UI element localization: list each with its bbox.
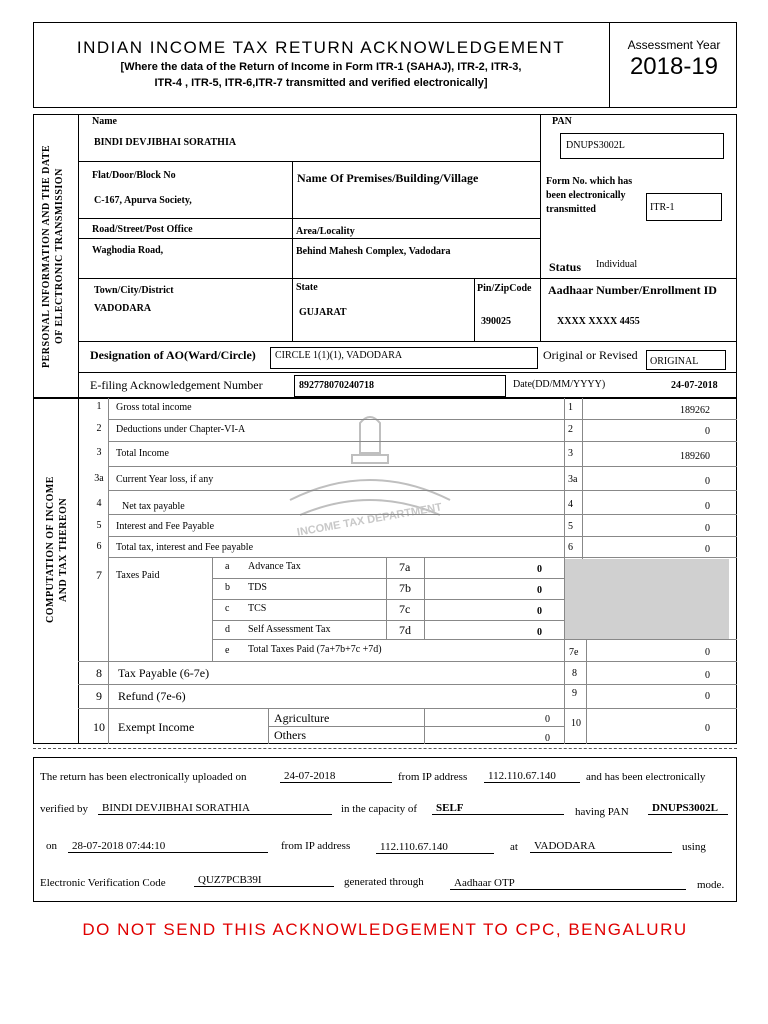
row-value: 0 [705,523,710,534]
verifier-name: BINDI DEVJIBHAI SORATHIA [98,802,332,815]
town-label: Town/City/District [94,285,174,296]
row-line [212,599,564,600]
verify-ip: 112.110.67.140 [376,841,494,854]
row-7e-value: 0 [705,647,710,658]
tax-item-label: Advance Tax [248,561,301,572]
verify-method: Aadhaar OTP [450,877,686,890]
page-subtitle-1: [Where the data of the Return of Income in Form ITR-1 (SAHAJ), ITR-2, ITR-3, [120,61,522,73]
premises-label: Name Of Premises/Building/Village [297,171,479,185]
row-line [78,341,737,342]
tax-item-letter: d [225,624,230,635]
row-line [108,466,737,467]
ao-box [270,347,538,369]
aadhaar-label: Aadhaar Number/Enrollment ID [548,283,717,297]
tax-item-label: TDS [248,582,267,593]
row-7e-label: Total Taxes Paid (7a+7b+7c +7d) [248,644,382,655]
tax-item-ref: 7a [399,560,411,574]
form-label: Form No. which has been electronically transmitted [546,176,633,215]
col-line [292,278,293,341]
row-line [108,490,737,491]
row-line [78,708,737,709]
town-value: VADODARA [94,303,152,314]
row-ref: 2 [568,424,573,435]
verify-datetime: 28-07-2018 07:44:10 [68,840,268,853]
verify-text-9: at [510,841,518,853]
tax-item-letter: a [225,561,230,572]
verify-text-7: on [46,840,57,852]
pan-value: DNUPS3002L [566,140,625,151]
tax-item-label: Self Assessment Tax [248,624,331,635]
tax-item-label: TCS [248,603,267,614]
row-ref: 3a [568,474,578,485]
row-label: Total Income [116,448,169,459]
row-no: 2 [96,423,102,434]
row-ref: 1 [568,402,573,413]
verify-text-10: using [682,841,706,853]
dashed-separator [33,748,737,749]
col-line [292,161,293,278]
row-line [212,620,564,621]
row-ref: 5 [568,521,573,532]
road-label: Road/Street/Post Office [92,224,193,235]
row-label: Net tax payable [122,501,185,512]
emblem-shape [352,455,388,463]
date-label: Date(DD/MM/YYYY) [513,379,606,390]
form-no-box [646,193,722,221]
pan-box [560,133,724,159]
upload-ip: 112.110.67.140 [484,770,580,783]
row-10-no: 10 [93,720,105,734]
row-no: 4 [96,498,102,509]
aadhaar-value: XXXX XXXX 4455 [557,316,640,327]
state-label: State [296,282,318,293]
row-no: 3 [96,447,102,458]
page-title: INDIAN INCOME TAX RETURN ACKNOWLEDGEMENT [76,38,566,57]
row-value: 0 [705,426,710,437]
form-no-value: ITR-1 [650,202,675,213]
tax-item-ref: 7d [399,623,411,637]
row-ref: 4 [568,499,573,510]
col-line [108,398,109,744]
row-9-value: 0 [705,691,710,702]
road-value: Waghodia Road, [92,245,164,256]
verify-text-12: generated through [344,876,424,888]
row-value: 0 [705,544,710,555]
row-7-no: 7 [96,568,102,582]
verify-text-1: The return has been electronically uploaded on [40,771,247,783]
tax-item-value: 0 [537,585,542,596]
emblem-shape [360,417,380,453]
row-7e-ref: 7e [569,647,579,658]
row-9-label: Refund (7e-6) [118,689,186,703]
pin-label: Pin/ZipCode [477,283,532,294]
row-line [268,726,564,727]
evc-code: QUZ7PCB39I [194,874,334,887]
original-value: ORIGINAL [650,356,699,367]
row-label: Total tax, interest and Fee payable [116,542,254,553]
row-line [108,441,737,442]
row-8-value: 0 [705,670,710,681]
flat-value: C-167, Apurva Society, [94,195,192,206]
col-line [386,557,387,639]
agriculture-label: Agriculture [274,711,330,725]
row-value: 189260 [680,451,710,462]
assessment-year: 2018-19 [629,53,719,80]
capacity: SELF [432,802,564,815]
row-line [78,684,737,685]
row-ref: 6 [568,542,573,553]
row-line [108,557,737,558]
tax-item-letter: b [225,582,230,593]
tax-item-ref: 7c [399,602,411,616]
col-line [474,278,475,341]
row-line [78,238,540,239]
tax-item-ref: 7b [399,581,411,595]
others-label: Others [274,728,306,742]
row-7e-letter: e [225,645,230,656]
verify-text-4: verified by [40,803,88,815]
upload-date: 24-07-2018 [280,770,392,783]
row-no: 1 [96,401,102,412]
col-line [540,114,541,278]
status-value: Individual [596,259,638,270]
verify-text-11: Electronic Verification Code [40,877,166,889]
row-9-ref: 9 [572,688,577,699]
state-value: GUJARAT [299,307,347,318]
row-line [78,161,540,162]
verify-place: VADODARA [530,840,672,853]
row-value: 189262 [680,405,710,416]
area-label: Area/Locality [296,226,355,237]
row-label: Interest and Fee Payable [116,521,215,532]
row-line [108,514,737,515]
verify-text-8: from IP address [281,840,351,852]
ack-label: E-filing Acknowledgement Number [90,378,263,392]
agriculture-value: 0 [545,714,550,725]
pan-label: PAN [552,116,572,127]
ao-label: Designation of AO(Ward/Circle) [90,348,256,362]
original-box [646,350,726,370]
others-value: 0 [545,733,550,744]
row-line [78,218,540,219]
flat-label: Flat/Door/Block No [92,170,176,181]
verify-text-3: and has been electronically [586,771,706,783]
col-line [212,557,213,661]
tax-item-letter: c [225,603,230,614]
row-line [212,639,737,640]
row-9-no: 9 [96,689,102,703]
row-8-ref: 8 [572,668,577,679]
col-line [586,639,587,744]
assessment-year-label: Assessment Year [627,38,721,52]
row-10-label: Exempt Income [118,720,195,734]
row-line [78,372,737,373]
row-no: 6 [96,541,102,552]
ack-value: 892778070240718 [299,380,374,391]
page-subtitle-2: ITR-4 , ITR-5, ITR-6,ITR-7 transmitted and verified electronically] [154,77,488,89]
ack-box [294,375,506,397]
header-divider [609,22,610,108]
emblem-watermark [270,405,470,555]
gray-block [565,559,729,639]
date-value: 24-07-2018 [671,380,718,391]
row-line [78,661,737,662]
computation-section-label: COMPUTATION OF INCOME AND TAX THEREON [45,476,69,624]
row-label: Gross total income [116,402,192,413]
col-line [540,278,541,341]
row-10-value: 0 [705,723,710,734]
row-8-label: Tax Payable (6-7e) [118,666,210,680]
row-10-ref: 10 [571,718,581,729]
row-8-no: 8 [96,666,102,680]
status-label: Status [549,260,582,274]
row-no: 3a [94,473,104,484]
verify-pan: DNUPS3002L [648,802,728,815]
verify-text-2: from IP address [398,771,468,783]
row-line [78,278,737,279]
original-label: Original or Revised [543,348,638,362]
tax-item-value: 0 [537,627,542,638]
tax-item-value: 0 [537,606,542,617]
verify-text-6: having PAN [575,806,629,818]
row-value: 0 [705,501,710,512]
taxes-paid-label: Taxes Paid [116,570,160,581]
ao-value: CIRCLE 1(1)(1), VADODARA [275,350,403,361]
tax-item-value: 0 [537,564,542,575]
row-label: Current Year loss, if any [116,474,214,485]
pin-value: 390025 [481,316,511,327]
row-value: 0 [705,476,710,487]
verify-text-5: in the capacity of [341,803,418,815]
col-line [564,398,565,744]
area-value: Behind Mahesh Complex, Vadodara [296,246,451,257]
row-line [108,536,737,537]
computation-label-divider [78,398,79,744]
col-line [424,557,425,639]
name-value: BINDI DEVJIBHAI SORATHIA [94,137,237,148]
row-line [212,578,564,579]
row-no: 5 [96,520,102,531]
row-line [108,419,737,420]
footer-warning: DO NOT SEND THIS ACKNOWLEDGEMENT TO CPC, BENGALURU [82,920,688,939]
watermark-text: INCOME TAX DEPARTMENT [296,501,443,539]
col-line [582,398,583,559]
row-label: Deductions under Chapter-VI-A [116,424,246,435]
verify-text-13: mode. [697,879,725,891]
name-label: Name [92,116,117,127]
row-ref: 3 [568,448,573,459]
personal-section-label: PERSONAL INFORMATION AND THE DATE OF ELECTRONIC TRANSMISSION [41,144,65,368]
